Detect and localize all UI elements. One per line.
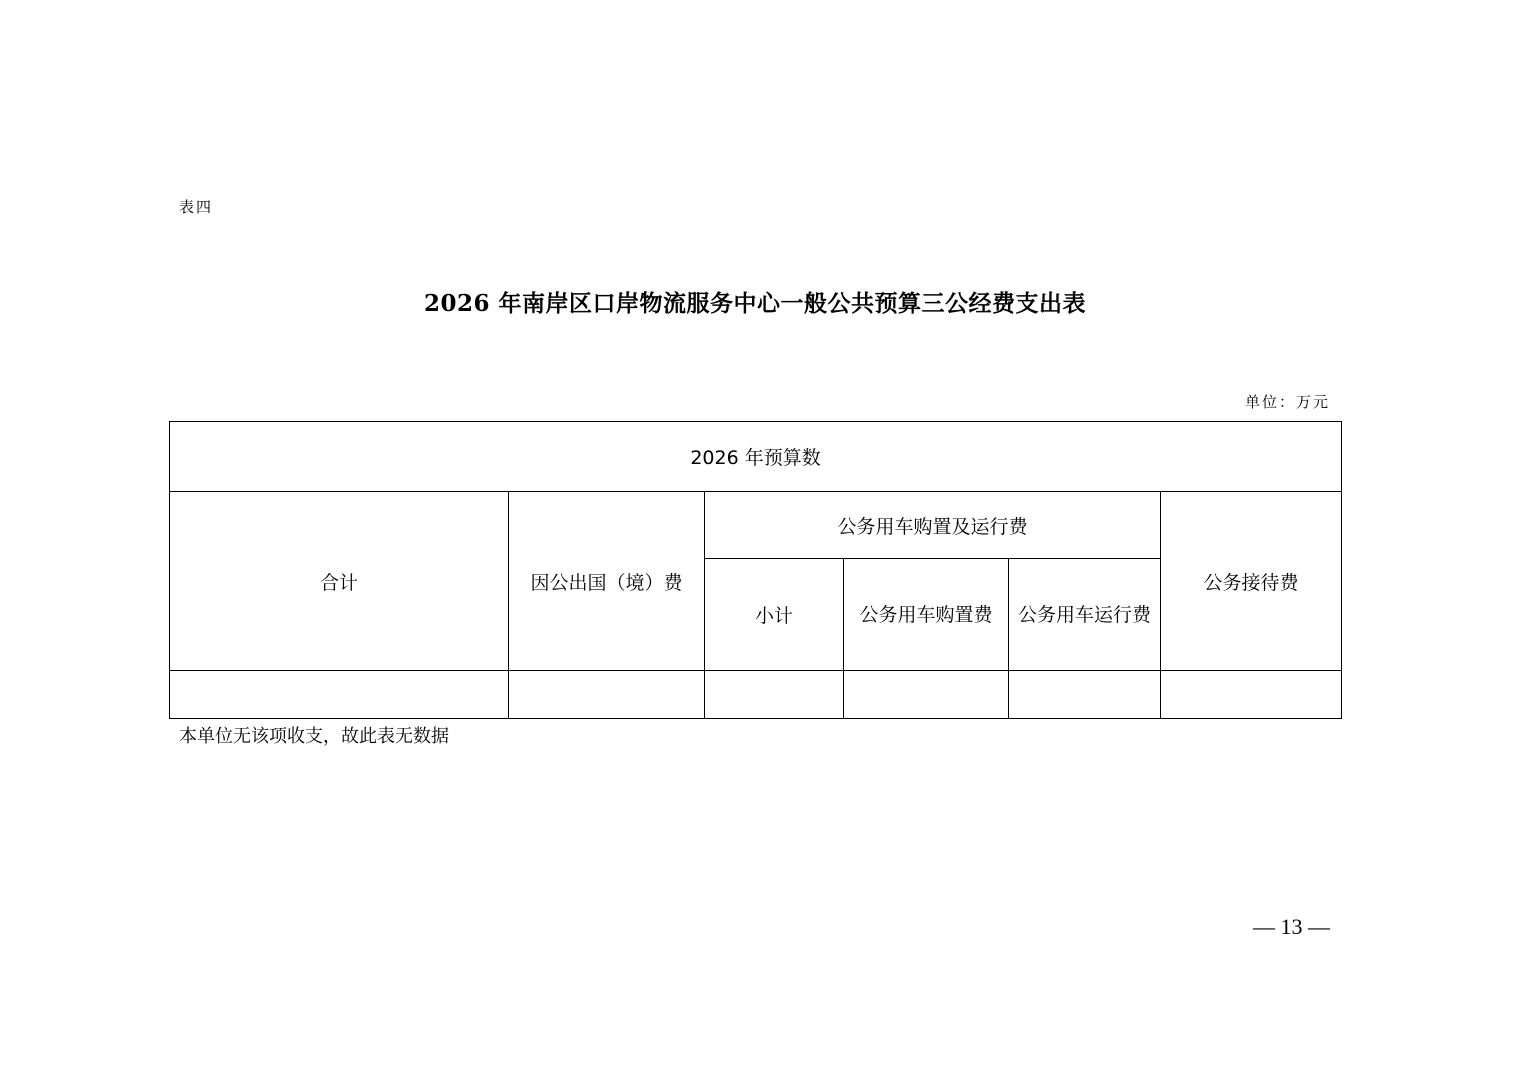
data-cell-total	[170, 671, 509, 719]
header-reception: 公务接待费	[1161, 492, 1342, 671]
year-header-cell	[170, 422, 1342, 492]
header-vehicle-purchase	[844, 559, 1009, 671]
budget-table	[169, 421, 1342, 719]
header-vehicle-operation	[1009, 559, 1161, 671]
data-cell-subtotal	[705, 671, 844, 719]
header-vehicle-purchase-text: 公务用车购置费	[859, 603, 993, 626]
header-vehicle-operation-text: 公务用车运行费	[1017, 603, 1151, 626]
header-total: 合计	[170, 492, 509, 671]
data-cell-overseas	[509, 671, 705, 719]
year-header-row	[170, 422, 1342, 492]
header-overseas: 因公出国（境）费	[509, 492, 705, 671]
year-header-text: 2026 年预算数	[690, 447, 821, 469]
table-note: 本单位无该项收支，故此表无数据	[179, 726, 449, 747]
data-cell-reception	[1161, 671, 1342, 719]
page-number: — 13 —	[1253, 914, 1330, 939]
table-label: 表四	[179, 198, 214, 216]
unit-label: 单位：万元	[1244, 393, 1330, 411]
header-row-1	[170, 492, 1342, 559]
header-vehicle-group: 公务用车购置及运行费	[705, 492, 1161, 559]
document-title: 2026 年南岸区口岸物流服务中心一般公共预算三公经费支出表	[423, 290, 1087, 317]
data-cell-vehicle-operation	[1009, 671, 1161, 719]
data-row	[170, 671, 1342, 719]
header-subtotal: 小计	[705, 559, 844, 671]
data-cell-vehicle-purchase	[844, 671, 1009, 719]
